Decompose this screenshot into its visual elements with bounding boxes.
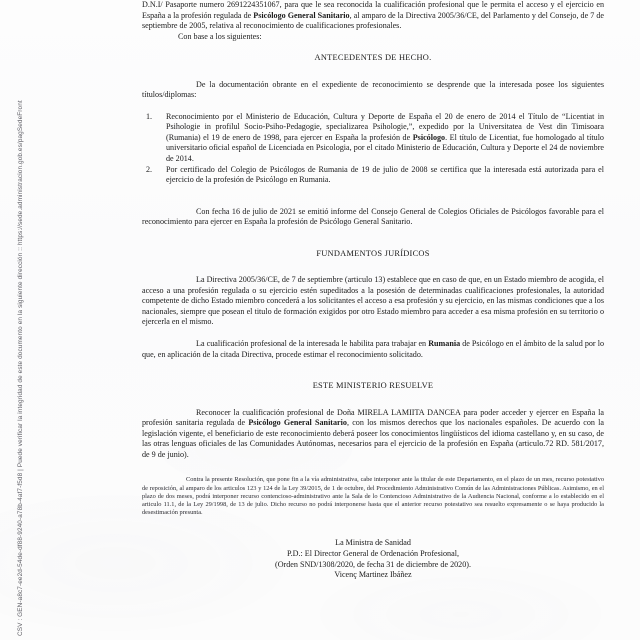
heading-fundamentos-juridicos: FUNDAMENTOS JURÍDICOS — [316, 248, 430, 258]
country-name-bold: Rumania — [428, 339, 461, 349]
list-item-number: 1. — [146, 111, 153, 121]
csv-verification-stamp — [0, 0, 46, 640]
resuelve-paragraph — [142, 408, 604, 461]
list-item-text-b: . El título de Licentiat, fue homologado al título universitario oficial español de Licenciada en Psicologia, por el citado Ministerio de Educación, Cultura y Deporte el 24 de noviembre de 2014. — [166, 132, 604, 164]
informe-paragraph: Con fecha 16 de julio de 2021 se emitió informe del Consejo General de Colegios Oficiales de Psicólogos favorable para el reconocimiento para ejercer en España la profesión de Psicólogo General Sanitario. — [142, 206, 604, 227]
profession-name-bold: Psicólogo General Sanitario — [253, 10, 350, 20]
resuelve-text-a: Reconocer la cualificación profesional de Doña MIRELA LAMIITA DANCEA para poder acceder y ejercer en España la profesión sanitaria regulada de — [142, 407, 604, 428]
signature-line-minister: La Ministra de Sanidad — [335, 538, 411, 548]
heading-este-ministerio-resuelve: ESTE MINISTERIO RESUELVE — [312, 381, 434, 391]
signature-line-name: Vicenç Martinez Ibáñez — [334, 570, 412, 580]
recurso-fineprint-paragraph: Contra la presente Resolución, que pone fin a la vía administrativa, cabe interponer ante la titular de este Departamento, en el plazo de un mes, recurso potestativo de reposición, al amparo de los articulos 123 y 124 de la Ley 39/2015, de 1 de octubre, del Procedimiento Administrativo Común de las Administraciones Públicas. Asimismo, en el plazo de dos meses, podrá interponer recurso contencioso-administrativo ante la Sala de lo Contencioso Administrativo de la Audiencia Nacional, conforme a lo establecido en el articulo 11.1, de la Ley 29/1998, de 13 de julio. Dicho recurso no podrá interponerse hasta que el anterior recurso potestativo sea resuelto expresamente o se haya producido la desestimación presunta. — [142, 476, 604, 517]
fundamentos-paragraph-2 — [142, 339, 604, 360]
document-body — [142, 0, 604, 581]
list-item-text-a: Reconocimiento por el Ministerio de Educación, Cultura y Deporte de España el 20 de enero de 2014 el Título de “Licentiat in Psihologie in profilul Socio-Psiho-Pedagogie, specializarea Psihologie,”, expedido por la Universitatea de Vest din Timisoara (Rumania) el 19 de enero de 1998, para ejercer en España la profesión de — [166, 111, 604, 142]
heading-antecedentes-de-hecho: ANTECEDENTES DE HECHO. — [314, 53, 432, 63]
con-base-line: Con base a los siguientes: — [178, 31, 262, 41]
list-item — [142, 165, 604, 186]
csv-verification-text: CSV : GEN-a8c7-ee2d-54de-df88-9240-a78b-4af7-f5d8 | Puede verificar la integridad de este documento en la siguiente dirección :: https://sede.administracion.gob.es/pagSedeFront — [17, 100, 24, 636]
signature-block — [142, 538, 604, 580]
antecedentes-intro-paragraph: De la documentación obrante en el expediente de reconocimiento se desprende que la interesada posee los siguientes títulos/diplomas: — [142, 79, 604, 100]
resuelve-text-b: , con los mismos derechos que los nacionales españoles. De acuerdo con la legislación vigente, el beneficiario de este reconocimiento deberá poseer los conocimientos lingüísticos del idioma castellano y, en su caso, de las otras lenguas oficiales de las Comunidades Autónomas, necesarios para el ejercicio de la profesión en España (articulo.72 RD. 581/2017, de 9 de junio). — [142, 418, 604, 459]
list-item-bold: Psicólogo — [412, 132, 446, 142]
titles-diplomas-list — [142, 112, 604, 186]
fundamentos-text-b: de Psicólogo en el ámbito de la salud por lo que, en aplicación de la citada Directiva, procede estimar el reconocimiento solicitado. — [142, 339, 604, 359]
opening-paragraph — [142, 0, 604, 32]
fundamentos-paragraph-1: La Directiva 2005/36/CE, de 7 de septiembre (articulo 13) establece que en caso de que, en un Estado miembro de acogida, el acceso a una profesión regulada o su ejercicio estén supeditados a la posesión de determinadas cualificaciones profesionales, la autoridad competente de dicho Estado miembro concederá a los solicitantes el acceso a esa profesión y su ejercicio, en las mismas condiciones que a los nacionales, siempre que posean el titulo de formación exigidos por otro Estado miembro para acceder a esa misma profesión en su territorio o ejercerla en el mismo. — [142, 275, 604, 327]
list-item-text-a: Por certificado del Colegio de Psicólogos de Rumania de 19 de julio de 2008 se certifica que la interesada está autorizada para el ejercicio de la profesión de Psicólogo en Rumania. — [166, 164, 604, 185]
signature-line-order: (Orden SND/1308/2020, de fecha 31 de diciembre de 2020). — [275, 559, 471, 569]
opening-text-part-b: , al amparo de la Directiva 2005/36/CE, del Parlamento y del Consejo, de 7 de septiembre de 2005, relativa al reconocimiento de cualificaciones profesionales. — [142, 10, 604, 31]
fundamentos-text-a: La cualificación profesional de la interesada le habilita para trabajar en — [196, 339, 429, 349]
opening-text-part-a: D.N.I/ Pasaporte numero 2691224351067, para que le sea reconocida la cualificación profesional que le permita el acceso y el ejercicio en España a la profesión regulada de — [142, 0, 604, 20]
list-item — [142, 112, 604, 165]
signature-line-delegation: P.D.: El Director General de Ordenación Profesional, — [287, 549, 459, 559]
list-item-number: 2. — [146, 164, 153, 174]
profession-name-bold-2: Psicólogo General Sanitario — [248, 418, 347, 428]
